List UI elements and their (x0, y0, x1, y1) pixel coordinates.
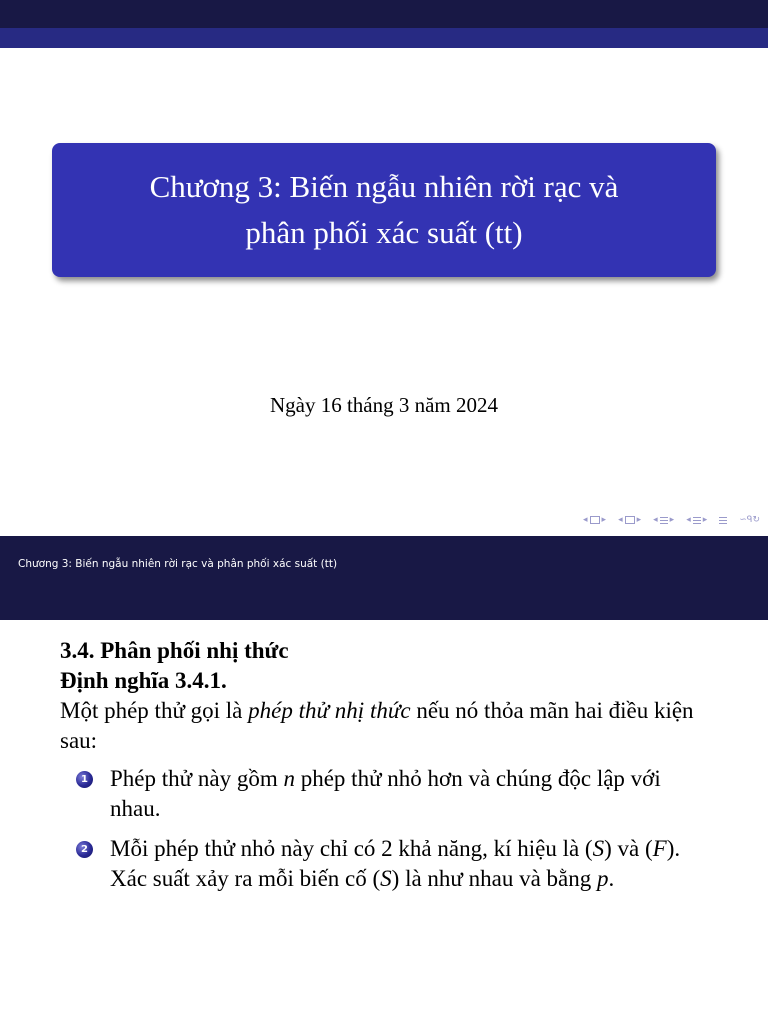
nav-next-frame-icon[interactable]: ▸ (601, 515, 607, 525)
intro-text-2: nếu nó thỏa mãn hai điều kiện sau: (60, 698, 694, 753)
math-symbol: S (592, 836, 605, 861)
condition-list (60, 764, 710, 894)
intro-text-1: Một phép thử gọi là (60, 698, 249, 723)
nav-frame-icon[interactable] (590, 516, 600, 524)
nav-toc-icon[interactable] (719, 517, 727, 524)
nav-search-icon[interactable]: ∽ᑫ↻ (739, 515, 760, 525)
intro-emphasis: phép thử nhị thức (248, 698, 411, 723)
slide-body (60, 636, 710, 904)
math-symbol: F (652, 836, 667, 861)
list-item (60, 834, 710, 894)
definition-title: Định nghĩa 3.4.1. (60, 668, 227, 693)
item-text: Phép thử này gồm (110, 766, 284, 791)
header-bar-dark (0, 0, 768, 28)
section-title: 3.4. Phân phối nhị thức (60, 638, 289, 663)
list-item (60, 764, 710, 824)
item-text: ). Xác suất xảy ra mỗi biến cố ( (110, 836, 681, 891)
header-bar-mid (0, 28, 768, 48)
math-symbol: n (283, 766, 295, 791)
item-text: ) là như nhau và bằng (391, 866, 598, 891)
slide-title (150, 164, 619, 256)
nav-subsection-icon[interactable] (625, 516, 635, 524)
header-title: Chương 3: Biến ngẫu nhiên rời rạc và phân phối xác suất (tt) (18, 558, 338, 570)
nav-prev-subsection-icon[interactable]: ◂ (618, 515, 623, 525)
math-symbol: S (380, 866, 392, 891)
nav-next-section-icon[interactable]: ▸ (669, 515, 675, 525)
nav-next-subsection-icon[interactable]: ▸ (636, 515, 642, 525)
enum-ball-icon: 2 (76, 841, 93, 858)
nav-next-subsection2-icon[interactable]: ▸ (702, 515, 708, 525)
item-text: . (608, 866, 615, 891)
nav-section-icon[interactable] (660, 517, 668, 524)
nav-prev-subsection2-icon[interactable]: ◂ (686, 515, 691, 525)
title-box (52, 143, 716, 277)
title-line-1: Chương 3: Biến ngẫu nhiên rời rạc và (149, 169, 619, 204)
nav-subsection2-icon[interactable] (693, 517, 701, 524)
content-slide (0, 536, 768, 1024)
nav-prev-frame-icon[interactable]: ◂ (583, 515, 588, 525)
header-bar-dark (0, 536, 768, 556)
math-symbol: p (597, 866, 609, 891)
item-text: phép thử nhỏ hơn và chúng độc lập với nhau. (110, 766, 661, 821)
title-line-2: phân phối xác suất (tt) (245, 215, 523, 250)
enum-ball-icon: 1 (76, 771, 93, 788)
nav-prev-section-icon[interactable]: ◂ (653, 515, 658, 525)
beamer-navigation (583, 513, 760, 527)
item-text: ) và ( (604, 836, 653, 861)
item-text: Mỗi phép thử nhỏ này chỉ có 2 khả năng, kí hiệu là ( (110, 836, 593, 861)
slide-date: Ngày 16 tháng 3 năm 2024 (269, 393, 499, 417)
definition-intro (60, 696, 710, 756)
